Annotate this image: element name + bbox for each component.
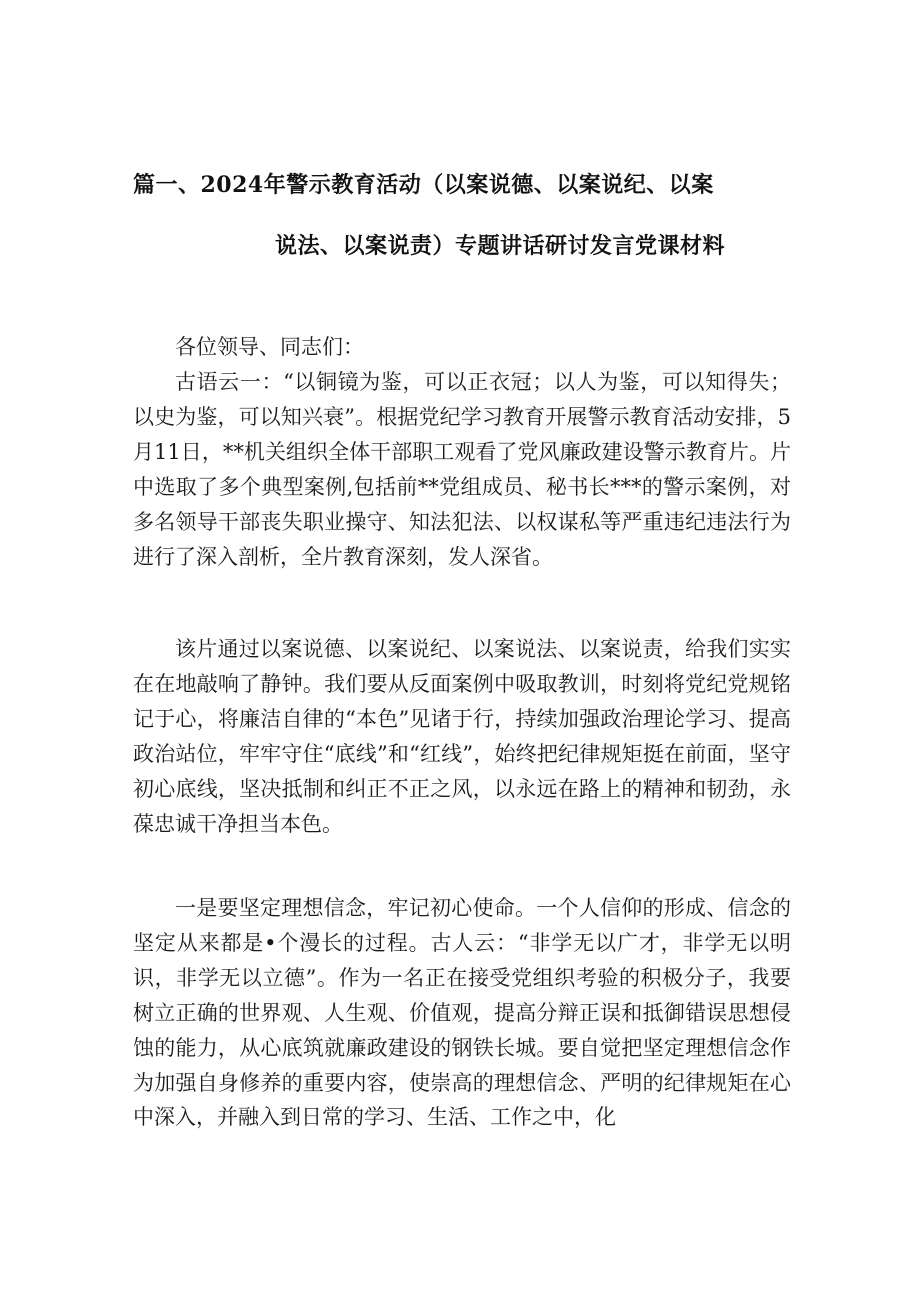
document-title-line-1: 篇一、2024年警示教育活动（以案说德、以案说纪、以案	[133, 172, 714, 198]
greeting-paragraph: 各位领导、同志们：	[175, 335, 364, 359]
body-paragraph-1: 古语云一：“以铜镜为鉴，可以正衣冠；以人为鉴，可以知得失；以史为鉴，可以知兴衰”。根据党纪学习教育开展警示教育活动安排，5月11日，**机关组织全体干部职工观看了党风廉政建设警示教育片。片中选取了多个典型案例,包括前**党组成员、秘书长***的警示案例，对多名领导干部丧失职业操守、知法犯法、以权谋私等严重违纪违法行为进行了深入剖析，全片教育深刻，发人深省。	[133, 370, 791, 569]
document-title-line-2: 说法、以案说责）专题讲话研讨发言党课材料	[275, 233, 726, 259]
body-paragraph-2: 该片通过以案说德、以案说纪、以案说法、以案说责，给我们实实在在地敲响了静钟。我们要从反面案例中吸取教训，时刻将党纪党规铭记于心，将廉洁自律的“本色”见诸于行，持续加强政治理论学习、提高政治站位，牢牢守住“底线”和“红线”，始终把纪律规矩挺在前面，坚守初心底线，坚决抵制和纠正不正之风，以永远在路上的精神和韧劲，永葆忠诚干净担当本色。	[133, 637, 791, 836]
body-paragraph-3: 一是要坚定理想信念，牢记初心使命。一个人信仰的形成、信念的坚定从来都是•个漫长的过程。古人云：“非学无以广才，非学无以明识，非学无以立德”。作为一名正在接受党组织考验的积极分子，我要树立正确的世界观、人生观、价值观，提高分辩正误和抵御错误思想侵蚀的能力，从心底筑就廉政建设的钢铁长城。要自觉把坚定理想信念作为加强自身修养的重要内容，使崇高的理想信念、严明的纪律规矩在心中深入，并融入到日常的学习、生活、工作之中，化	[133, 896, 791, 1130]
